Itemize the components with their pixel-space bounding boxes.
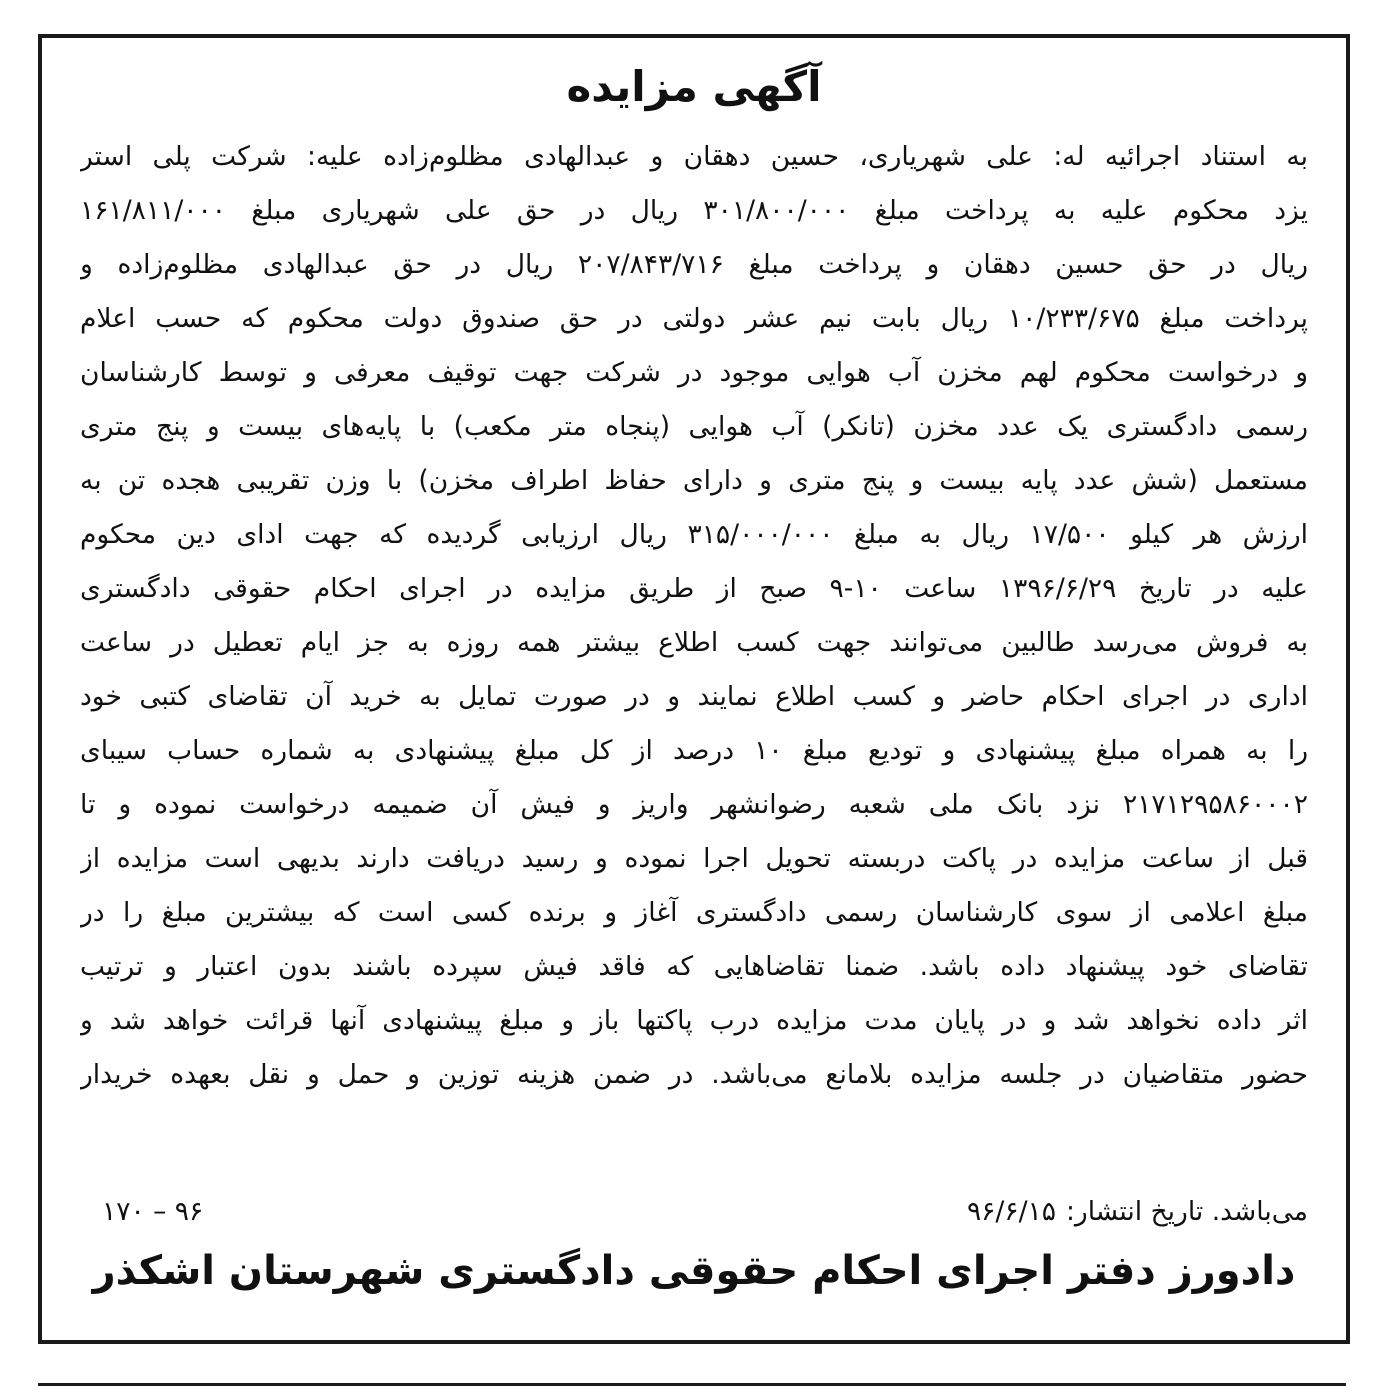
notice-line: اداری در اجرای احکام حاضر و کسب اطلاع نمایند و در صورت تمایل به خرید آن تقاضای کتبی خود [80,681,1308,712]
notice-line: مبلغ اعلامی از سوی کارشناسان رسمی دادگستری آغاز و برنده کسی است که بیشترین مبلغ را در [80,897,1308,928]
notice-line: قبل از ساعت مزایده در پاکت دربسته تحویل اجرا نموده و رسید دریافت دارند بدیهی است مزایده از [80,843,1308,874]
notice-line: تقاضای خود پیشنهاد داده باشد. ضمنا تقاضاهایی که فاقد فیش سپرده باشند بدون اعتبار و ترتیب [80,951,1308,982]
notice-body [80,130,1308,1102]
publication-info [967,1196,1308,1227]
notice-line: حضور متقاضیان در جلسه مزایده بلامانع می‌باشد. در ضمن هزینه توزین و حمل و نقل بعهده خریدار [80,1059,1308,1090]
bottom-divider [38,1383,1346,1386]
notice-line: رسمی دادگستری یک عدد مخزن (تانکر) آب هوایی (پنجاه متر مکعب) با پایه‌های بیست و پنج متری [80,411,1308,442]
notice-line: و درخواست محکوم لهم مخزن آب هوایی موجود در شرکت جهت توقیف معرفی و توسط کارشناسان [80,357,1308,388]
notice-line: علیه در تاریخ ۱۳۹۶/۶/۲۹ ساعت ۱۰-۹ صبح از طریق مزایده در اجرای احکام حقوقی دادگستری [80,573,1308,604]
notice-line: به فروش می‌رسد طالبین می‌توانند جهت کسب اطلاع بیشتر همه روزه به جز ایام تعطیل در ساعت [80,627,1308,658]
notice-footer [102,1186,1308,1236]
reference-number: ۱۷۰ – ۹۶ [102,1195,204,1227]
notice-line: پرداخت مبلغ ۱۰/۲۳۳/۶۷۵ ریال بابت نیم عشر دولتی در حق صندوق دولت محکوم که حسب اعلام [80,303,1308,334]
notice-line: اثر داده نخواهد شد و در پایان مدت مزایده درب پاکتها باز و مبلغ پیشنهادی آنها قرائت خواهد شد و [80,1005,1308,1036]
notice-line: ۲۱۷۱۲۹۵۸۶۰۰۰۲ نزد بانک ملی شعبه رضوانشهر واریز و فیش آن ضمیمه درخواست نموده و تا [80,789,1308,820]
auction-notice [38,34,1350,1344]
notice-line: یزد محکوم علیه به پرداخت مبلغ ۳۰۱/۸۰۰/۰۰۰ ریال در حق علی شهریاری مبلغ ۱۶۱/۸۱۱/۰۰۰ [80,195,1308,226]
notice-line: ارزش هر کیلو ۱۷/۵۰۰ ریال به مبلغ ۳۱۵/۰۰۰/۰۰۰ ریال ارزیابی گردیده که جهت ادای دین محکوم [80,519,1308,550]
closing-text: می‌باشد. تاریخ انتشار: [1065,1195,1308,1227]
notice-title: آگهی مزایده [566,62,822,111]
issuer-signature: دادورز دفتر اجرای احکام حقوقی دادگستری شهرستان اشکذر [92,1248,1296,1294]
notice-line: مستعمل (شش عدد پایه بیست و پنج متری و دارای حفاظ اطراف مخزن) با وزن تقریبی هجده تن به [80,465,1308,496]
publication-date: ۹۶/۶/۱۵ [966,1195,1056,1227]
notice-line: را به همراه مبلغ پیشنهادی و تودیع مبلغ ۱۰ درصد از کل مبلغ پیشنهادی به شماره حساب سیبای [80,735,1308,766]
notice-line: به استناد اجرائیه له: علی شهریاری، حسین دهقان و عبدالهادی مظلوم‌زاده علیه: شرکت پلی استر [80,141,1308,172]
notice-line: ریال در حق حسین دهقان و پرداخت مبلغ ۲۰۷/۸۴۳/۷۱۶ ریال در حق عبدالهادی مظلوم‌زاده و [80,249,1308,280]
